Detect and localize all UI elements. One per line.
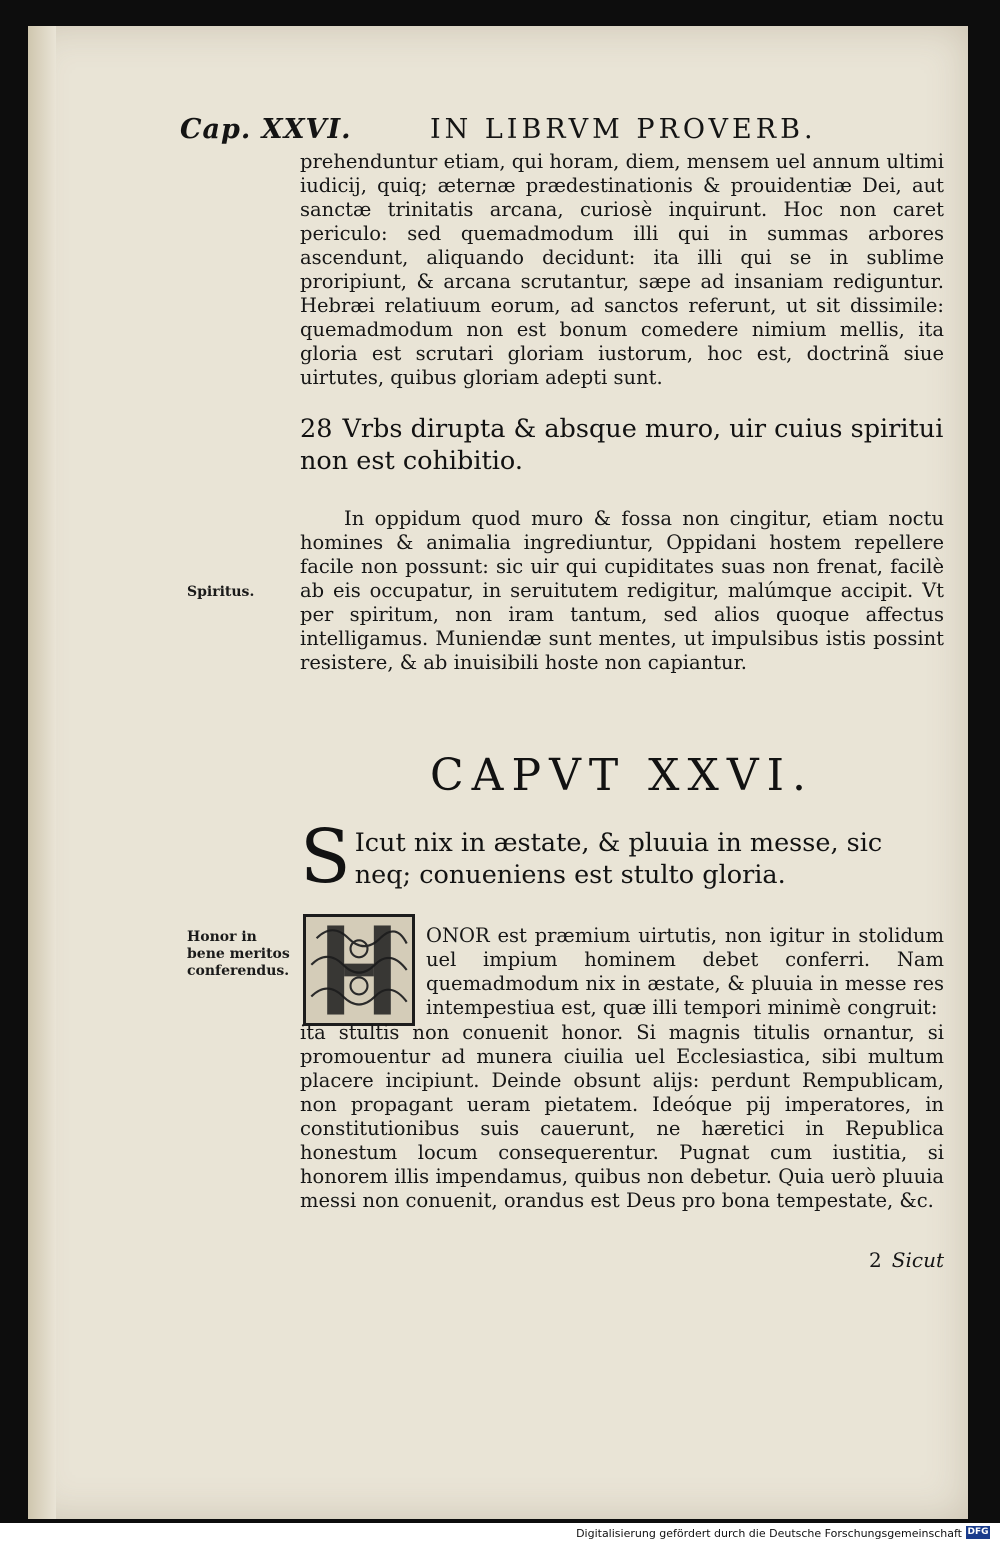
catchword-text: Sicut [891,1248,944,1272]
catchword [869,1248,944,1272]
commentary-paragraph-28: In oppidum quod muro & fossa non cingitur, etiam noctu homines & animalia ingrediuntur, Oppidani hostem repellere facile non possunt: sic uir qui cupiditates suas non frenat, facilè ab eis occupatur, in seruitutem redigitur, malúmque accipit. Vt per spiritum, non iram tantum, sed alios quoque affectus intelligamus. Muniendæ sunt mentes, ut impulsibus istis possint resistere, & ab inuisibili hoste non capiantur. [300,507,944,674]
chapter-label: Cap. XXVI. [180,114,352,145]
paragraph-continuation: prehenduntur etiam, qui horam, diem, mensem uel annum ultimi iudicij, quiq; æternæ prædestinationis & prouidentiæ Dei, aut sanctæ trinitatis arcana, curiosè inquirunt. Hoc non caret periculo: sed quemadmodum illi qui in summas arbores ascendunt, aliquando decidunt: ita illi qui se in sublime proripiunt, & arcana scrutantur, sæpe ad insaniam rediguntur. Hebræi relatiuum eorum, ad sanctos referunt, ut sit dissimile: quemadmodum non est bonum comedere nimium mellis, ita gloria est scrutari gloriam iustorum, hoc est, doctrinã siue uirtutes, quibus gloriam adepti sunt. [300,150,944,389]
verse-number: 28 [300,414,333,444]
verse-text: Icut nix in æstate, & pluuia in messe, sic neq; conueniens est stulto gloria. [354,828,883,890]
footer-credit: Digitalisierung gefördert durch die Deutsche Forschungsgemeinschaft [576,1527,962,1540]
verse-initial: S [300,814,351,900]
book-title: IN LIBRVM PROVERB. [430,114,817,145]
decorated-initial [303,914,415,1026]
verse-28 [300,413,944,477]
decorated-initial-h-icon [306,917,412,1023]
chapter-heading: CAPVT XXVI. [430,750,814,801]
margin-note-honor: Honor in bene meritos conferendus. [187,929,290,979]
commentary-paragraph-1-start: ONOR est præmium uirtutis, non igitur in stolidum uel impium hominem debet conferri. Nam quemadmodum nix in æstate, & pluuia in messe res intempestiua est, quæ illi tempori minimè congruit: [426,924,944,1019]
catchword-number: 2 [869,1248,882,1272]
verse-text: Vrbs dirupta & absque muro, uir cuius spiritui non est cohibitio. [300,414,944,476]
page-edge-shadow [28,26,56,1519]
verse-1 [300,814,944,900]
margin-note-spiritus: Spiritus. [187,584,255,600]
dfg-logo: DFG [967,1527,989,1537]
commentary-paragraph-1-rest: ita stultis non conuenit honor. Si magnis titulis ornantur, si promouentur ad munera ciuilia uel Ecclesiastica, sibi multum placere incipiunt. Deinde obsunt alijs: perdunt Rempublicam, non propagant ueram pietatem. Ideóque pij imperatores, in constitutionibus suis cauerunt, ne hæretici in Republica honestum locum consequerentur. Pugnat cum iustitia, si honorem illis impendamus, quibus non debetur. Quia uerò pluuia messi non conuenit, orandus est Deus pro bona tempestate, &c. [300,1021,944,1212]
